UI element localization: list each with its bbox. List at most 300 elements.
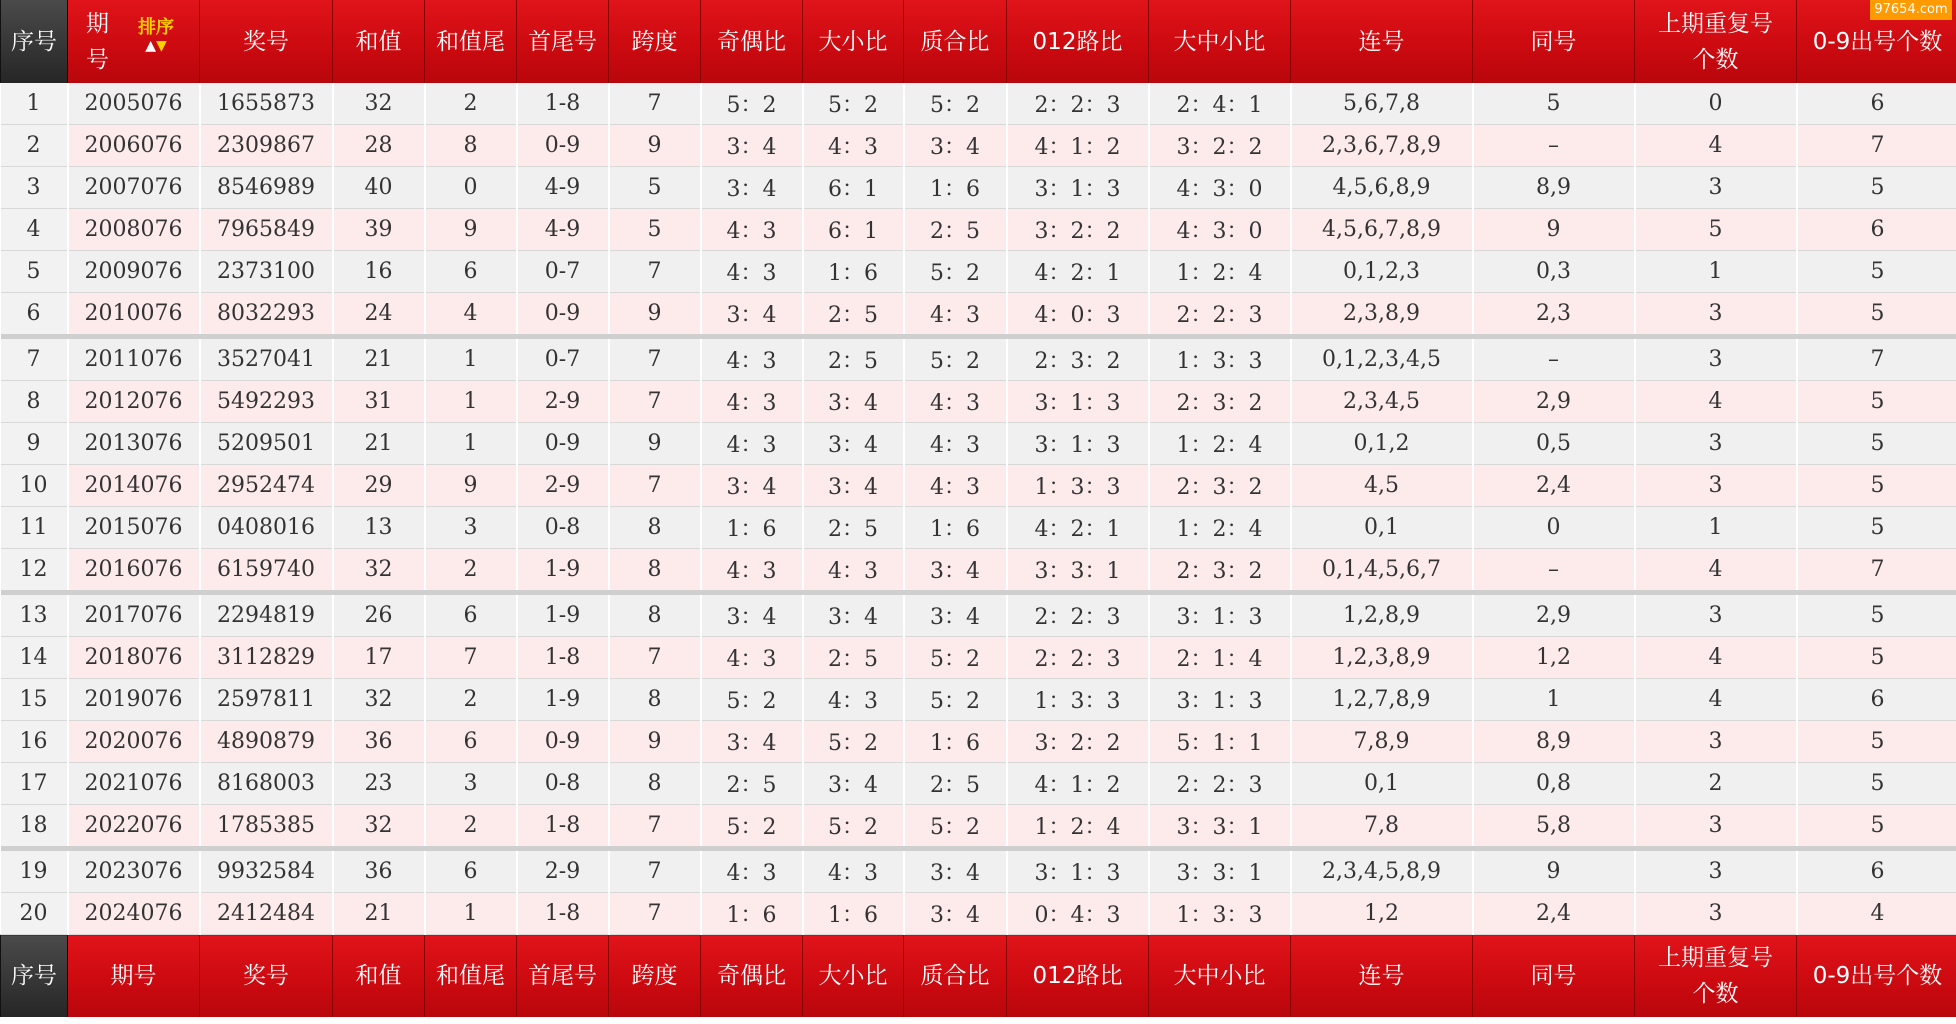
cell-same: 2,9 [1473, 381, 1635, 423]
cell-period: 2006076 [68, 125, 200, 167]
cell-same: – [1473, 549, 1635, 593]
cell-period: 2008076 [68, 209, 200, 251]
cell-bms: 1：2：4 [1149, 507, 1291, 549]
cell-consecutive: 1,2,7,8,9 [1291, 679, 1473, 721]
cell-idx: 2 [1, 125, 68, 167]
header-same: 同号 [1473, 0, 1635, 83]
cell-span: 9 [609, 125, 701, 167]
cell-number: 7965849 [200, 209, 333, 251]
cell-consecutive: 0,1,2,3,4,5 [1291, 337, 1473, 381]
cell-consecutive: 2,3,4,5 [1291, 381, 1473, 423]
cell-repeat: 4 [1635, 381, 1797, 423]
cell-sum-tail: 2 [425, 549, 517, 593]
cell-period: 2021076 [68, 763, 200, 805]
cell-consecutive: 2,3,6,7,8,9 [1291, 125, 1473, 167]
cell-span: 8 [609, 763, 701, 805]
cell-odd-even: 1：6 [701, 507, 803, 549]
cell-count09: 5 [1797, 507, 1956, 549]
cell-count09: 5 [1797, 763, 1956, 805]
cell-sum: 32 [333, 679, 425, 721]
footer-odd-even: 奇偶比 [701, 935, 803, 1017]
cell-period: 2011076 [68, 337, 200, 381]
cell-number: 5492293 [200, 381, 333, 423]
cell-road012: 4：2：1 [1007, 507, 1149, 549]
cell-idx: 12 [1, 549, 68, 593]
sort-label: 排序 [138, 17, 174, 38]
cell-odd-even: 4：3 [701, 251, 803, 293]
watermark-logo: 97654.com [1870, 0, 1952, 20]
cell-road012: 2：2：3 [1007, 637, 1149, 679]
cell-prime-comp: 2：5 [904, 209, 1007, 251]
cell-same: 0,3 [1473, 251, 1635, 293]
cell-repeat: 4 [1635, 679, 1797, 721]
header-period-label: 期 号 [86, 11, 109, 73]
cell-big-small: 3：4 [803, 423, 904, 465]
cell-road012: 4：2：1 [1007, 251, 1149, 293]
cell-number: 8032293 [200, 293, 333, 337]
cell-odd-even: 4：3 [701, 381, 803, 423]
cell-sum-tail: 6 [425, 721, 517, 763]
cell-span: 7 [609, 381, 701, 423]
cell-consecutive: 0,1 [1291, 507, 1473, 549]
cell-big-small: 6：1 [803, 209, 904, 251]
cell-sum-tail: 3 [425, 763, 517, 805]
footer-prime-composite: 质合比 [904, 935, 1007, 1017]
cell-odd-even: 3：4 [701, 593, 803, 637]
cell-idx: 4 [1, 209, 68, 251]
footer-big-small: 大小比 [803, 935, 904, 1017]
cell-span: 7 [609, 465, 701, 507]
cell-span: 9 [609, 423, 701, 465]
cell-big-small: 3：4 [803, 763, 904, 805]
cell-idx: 7 [1, 337, 68, 381]
cell-bms: 4：3：0 [1149, 167, 1291, 209]
cell-idx: 1 [1, 83, 68, 125]
cell-idx: 20 [1, 893, 68, 935]
cell-sum-tail: 1 [425, 337, 517, 381]
cell-idx: 11 [1, 507, 68, 549]
footer-span: 跨度 [609, 935, 701, 1017]
cell-sum-tail: 2 [425, 679, 517, 721]
table-row [1, 465, 1956, 507]
cell-bms: 2：3：2 [1149, 381, 1291, 423]
cell-span: 8 [609, 549, 701, 593]
cell-prime-comp: 1：6 [904, 721, 1007, 763]
cell-head-tail: 1-8 [517, 893, 609, 935]
cell-period: 2010076 [68, 293, 200, 337]
cell-span: 5 [609, 167, 701, 209]
cell-number: 2412484 [200, 893, 333, 935]
cell-period: 2023076 [68, 849, 200, 893]
header-sum: 和值 [333, 0, 425, 83]
cell-span: 8 [609, 593, 701, 637]
cell-repeat: 1 [1635, 507, 1797, 549]
cell-road012: 3：2：2 [1007, 721, 1149, 763]
cell-odd-even: 4：3 [701, 637, 803, 679]
cell-sum-tail: 9 [425, 209, 517, 251]
cell-odd-even: 3：4 [701, 125, 803, 167]
cell-big-small: 4：3 [803, 849, 904, 893]
cell-span: 7 [609, 251, 701, 293]
cell-count09: 5 [1797, 381, 1956, 423]
cell-prime-comp: 1：6 [904, 507, 1007, 549]
cell-prime-comp: 1：6 [904, 167, 1007, 209]
cell-odd-even: 3：4 [701, 293, 803, 337]
cell-consecutive: 0,1 [1291, 763, 1473, 805]
cell-road012: 3：1：3 [1007, 381, 1149, 423]
cell-odd-even: 4：3 [701, 849, 803, 893]
cell-road012: 1：3：3 [1007, 465, 1149, 507]
cell-odd-even: 5：2 [701, 83, 803, 125]
cell-bms: 3：3：1 [1149, 805, 1291, 849]
cell-consecutive: 2,3,4,5,8,9 [1291, 849, 1473, 893]
cell-number: 2294819 [200, 593, 333, 637]
cell-span: 9 [609, 293, 701, 337]
cell-sum: 28 [333, 125, 425, 167]
header-repeat: 上期重复号 个数 [1635, 0, 1797, 83]
cell-bms: 1：2：4 [1149, 251, 1291, 293]
cell-head-tail: 0-8 [517, 507, 609, 549]
footer-count-0-9: 0-9出号个数 [1797, 935, 1956, 1017]
cell-big-small: 4：3 [803, 549, 904, 593]
table-row [1, 637, 1956, 679]
cell-bms: 2：1：4 [1149, 637, 1291, 679]
cell-count09: 5 [1797, 167, 1956, 209]
table-row [1, 763, 1956, 805]
table-row [1, 381, 1956, 423]
table-row [1, 721, 1956, 763]
cell-repeat: 0 [1635, 83, 1797, 125]
footer-period: 期号 [68, 935, 200, 1017]
cell-road012: 0：4：3 [1007, 893, 1149, 935]
cell-same: – [1473, 337, 1635, 381]
cell-odd-even: 5：2 [701, 805, 803, 849]
cell-span: 7 [609, 637, 701, 679]
cell-idx: 14 [1, 637, 68, 679]
footer-sum: 和值 [333, 935, 425, 1017]
cell-consecutive: 1,2 [1291, 893, 1473, 935]
table-body [1, 83, 1956, 935]
cell-same: 0,5 [1473, 423, 1635, 465]
cell-period: 2015076 [68, 507, 200, 549]
cell-repeat: 4 [1635, 637, 1797, 679]
cell-consecutive: 5,6,7,8 [1291, 83, 1473, 125]
cell-road012: 2：2：3 [1007, 83, 1149, 125]
cell-head-tail: 1-9 [517, 679, 609, 721]
cell-head-tail: 1-8 [517, 805, 609, 849]
cell-head-tail: 0-9 [517, 423, 609, 465]
cell-number: 2597811 [200, 679, 333, 721]
table-row [1, 83, 1956, 125]
cell-number: 2952474 [200, 465, 333, 507]
header-consecutive: 连号 [1291, 0, 1473, 83]
footer-head-tail: 首尾号 [517, 935, 609, 1017]
cell-count09: 7 [1797, 549, 1956, 593]
table-footer [1, 935, 1956, 1017]
cell-big-small: 5：2 [803, 83, 904, 125]
cell-repeat: 3 [1635, 593, 1797, 637]
header-odd-even: 奇偶比 [701, 0, 803, 83]
table-row [1, 593, 1956, 637]
header-big-small: 大小比 [803, 0, 904, 83]
footer-number: 奖号 [200, 935, 333, 1017]
cell-big-small: 3：4 [803, 593, 904, 637]
cell-consecutive: 4,5,6,8,9 [1291, 167, 1473, 209]
cell-period: 2016076 [68, 549, 200, 593]
cell-prime-comp: 5：2 [904, 337, 1007, 381]
cell-span: 9 [609, 721, 701, 763]
cell-number: 1785385 [200, 805, 333, 849]
cell-sum-tail: 1 [425, 381, 517, 423]
cell-count09: 7 [1797, 337, 1956, 381]
cell-idx: 10 [1, 465, 68, 507]
cell-road012: 4：1：2 [1007, 125, 1149, 167]
cell-head-tail: 2-9 [517, 849, 609, 893]
cell-idx: 5 [1, 251, 68, 293]
cell-odd-even: 2：5 [701, 763, 803, 805]
cell-head-tail: 0-9 [517, 293, 609, 337]
cell-sum: 31 [333, 381, 425, 423]
cell-span: 5 [609, 209, 701, 251]
cell-sum-tail: 9 [425, 465, 517, 507]
cell-bms: 1：2：4 [1149, 423, 1291, 465]
cell-bms: 2：2：3 [1149, 293, 1291, 337]
cell-road012: 4：0：3 [1007, 293, 1149, 337]
header-number: 奖号 [200, 0, 333, 83]
cell-prime-comp: 5：2 [904, 805, 1007, 849]
cell-repeat: 3 [1635, 465, 1797, 507]
cell-odd-even: 3：4 [701, 465, 803, 507]
cell-count09: 5 [1797, 465, 1956, 507]
cell-idx: 6 [1, 293, 68, 337]
cell-number: 1655873 [200, 83, 333, 125]
cell-big-small: 2：5 [803, 637, 904, 679]
cell-period: 2019076 [68, 679, 200, 721]
cell-repeat: 1 [1635, 251, 1797, 293]
cell-consecutive: 0,1,2,3 [1291, 251, 1473, 293]
cell-same: 9 [1473, 849, 1635, 893]
cell-head-tail: 2-9 [517, 465, 609, 507]
cell-prime-comp: 4：3 [904, 423, 1007, 465]
cell-sum: 16 [333, 251, 425, 293]
cell-road012: 3：1：3 [1007, 849, 1149, 893]
cell-same: – [1473, 125, 1635, 167]
cell-same: 2,4 [1473, 465, 1635, 507]
cell-prime-comp: 4：3 [904, 293, 1007, 337]
cell-bms: 2：3：2 [1149, 465, 1291, 507]
cell-sum-tail: 7 [425, 637, 517, 679]
cell-big-small: 4：3 [803, 679, 904, 721]
table-row [1, 337, 1956, 381]
cell-repeat: 3 [1635, 893, 1797, 935]
table-row [1, 293, 1956, 337]
cell-consecutive: 4,5 [1291, 465, 1473, 507]
cell-prime-comp: 2：5 [904, 763, 1007, 805]
cell-big-small: 4：3 [803, 125, 904, 167]
cell-same: 1,2 [1473, 637, 1635, 679]
cell-odd-even: 5：2 [701, 679, 803, 721]
header-head-tail: 首尾号 [517, 0, 609, 83]
footer-same: 同号 [1473, 935, 1635, 1017]
cell-bms: 4：3：0 [1149, 209, 1291, 251]
cell-head-tail: 1-9 [517, 549, 609, 593]
cell-sum: 13 [333, 507, 425, 549]
cell-idx: 13 [1, 593, 68, 637]
cell-big-small: 2：5 [803, 293, 904, 337]
cell-period: 2005076 [68, 83, 200, 125]
cell-span: 7 [609, 805, 701, 849]
cell-odd-even: 3：4 [701, 167, 803, 209]
table-header [1, 0, 1956, 83]
cell-repeat: 3 [1635, 167, 1797, 209]
cell-road012: 2：2：3 [1007, 593, 1149, 637]
cell-number: 6159740 [200, 549, 333, 593]
cell-same: 5 [1473, 83, 1635, 125]
cell-period: 2014076 [68, 465, 200, 507]
cell-sum: 39 [333, 209, 425, 251]
sort-button[interactable] [134, 18, 178, 54]
header-span: 跨度 [609, 0, 701, 83]
cell-same: 2,3 [1473, 293, 1635, 337]
cell-count09: 5 [1797, 637, 1956, 679]
cell-odd-even: 4：3 [701, 423, 803, 465]
table-row [1, 125, 1956, 167]
cell-sum: 40 [333, 167, 425, 209]
cell-same: 0,8 [1473, 763, 1635, 805]
cell-span: 8 [609, 679, 701, 721]
cell-sum: 24 [333, 293, 425, 337]
cell-count09: 5 [1797, 593, 1956, 637]
cell-number: 8546989 [200, 167, 333, 209]
cell-big-small: 3：4 [803, 381, 904, 423]
cell-idx: 17 [1, 763, 68, 805]
cell-head-tail: 1-8 [517, 637, 609, 679]
cell-prime-comp: 5：2 [904, 251, 1007, 293]
cell-big-small: 1：6 [803, 893, 904, 935]
cell-span: 7 [609, 849, 701, 893]
cell-prime-comp: 3：4 [904, 549, 1007, 593]
table-row [1, 679, 1956, 721]
sort-arrows-icon: ▲▼ [145, 38, 167, 54]
cell-same: 1 [1473, 679, 1635, 721]
cell-consecutive: 2,3,8,9 [1291, 293, 1473, 337]
cell-consecutive: 7,8,9 [1291, 721, 1473, 763]
cell-road012: 1：3：3 [1007, 679, 1149, 721]
cell-span: 7 [609, 83, 701, 125]
cell-count09: 4 [1797, 893, 1956, 935]
cell-sum: 32 [333, 549, 425, 593]
header-big-mid-small: 大中小比 [1149, 0, 1291, 83]
cell-repeat: 2 [1635, 763, 1797, 805]
cell-count09: 5 [1797, 805, 1956, 849]
cell-same: 5,8 [1473, 805, 1635, 849]
cell-period: 2018076 [68, 637, 200, 679]
cell-road012: 3：1：3 [1007, 423, 1149, 465]
footer-sum-tail: 和值尾 [425, 935, 517, 1017]
cell-road012: 3：1：3 [1007, 167, 1149, 209]
cell-head-tail: 2-9 [517, 381, 609, 423]
cell-odd-even: 4：3 [701, 337, 803, 381]
cell-same: 8,9 [1473, 167, 1635, 209]
cell-idx: 16 [1, 721, 68, 763]
cell-same: 9 [1473, 209, 1635, 251]
cell-head-tail: 1-9 [517, 593, 609, 637]
cell-sum-tail: 0 [425, 167, 517, 209]
cell-bms: 3：1：3 [1149, 593, 1291, 637]
cell-sum-tail: 2 [425, 805, 517, 849]
cell-big-small: 5：2 [803, 805, 904, 849]
cell-number: 0408016 [200, 507, 333, 549]
cell-odd-even: 4：3 [701, 549, 803, 593]
footer-repeat: 上期重复号 个数 [1635, 935, 1797, 1017]
cell-period: 2024076 [68, 893, 200, 935]
cell-road012: 4：1：2 [1007, 763, 1149, 805]
cell-big-small: 6：1 [803, 167, 904, 209]
cell-sum: 36 [333, 849, 425, 893]
cell-number: 5209501 [200, 423, 333, 465]
cell-sum: 21 [333, 337, 425, 381]
cell-idx: 15 [1, 679, 68, 721]
footer-consecutive: 连号 [1291, 935, 1473, 1017]
cell-same: 2,9 [1473, 593, 1635, 637]
cell-consecutive: 1,2,3,8,9 [1291, 637, 1473, 679]
cell-same: 0 [1473, 507, 1635, 549]
cell-sum-tail: 3 [425, 507, 517, 549]
cell-repeat: 3 [1635, 849, 1797, 893]
cell-big-small: 2：5 [803, 337, 904, 381]
header-idx: 序号 [1, 0, 68, 83]
cell-consecutive: 1,2,8,9 [1291, 593, 1473, 637]
cell-sum: 32 [333, 805, 425, 849]
cell-sum-tail: 6 [425, 849, 517, 893]
cell-number: 8168003 [200, 763, 333, 805]
cell-repeat: 5 [1635, 209, 1797, 251]
cell-odd-even: 1：6 [701, 893, 803, 935]
cell-period: 2017076 [68, 593, 200, 637]
cell-bms: 2：3：2 [1149, 549, 1291, 593]
cell-sum-tail: 6 [425, 593, 517, 637]
table-row [1, 549, 1956, 593]
cell-number: 2373100 [200, 251, 333, 293]
header-period [68, 0, 200, 83]
cell-sum: 36 [333, 721, 425, 763]
cell-sum-tail: 1 [425, 893, 517, 935]
cell-count09: 5 [1797, 721, 1956, 763]
cell-bms: 3：2：2 [1149, 125, 1291, 167]
table-row [1, 805, 1956, 849]
cell-sum: 21 [333, 893, 425, 935]
cell-head-tail: 0-7 [517, 251, 609, 293]
cell-idx: 8 [1, 381, 68, 423]
cell-prime-comp: 3：4 [904, 125, 1007, 167]
cell-prime-comp: 4：3 [904, 381, 1007, 423]
cell-count09: 6 [1797, 849, 1956, 893]
cell-consecutive: 0,1,2 [1291, 423, 1473, 465]
cell-repeat: 4 [1635, 549, 1797, 593]
footer-road-012: 012路比 [1007, 935, 1149, 1017]
cell-prime-comp: 5：2 [904, 83, 1007, 125]
cell-head-tail: 0-9 [517, 721, 609, 763]
cell-idx: 18 [1, 805, 68, 849]
cell-road012: 2：3：2 [1007, 337, 1149, 381]
cell-head-tail: 0-9 [517, 125, 609, 167]
cell-period: 2007076 [68, 167, 200, 209]
cell-prime-comp: 3：4 [904, 893, 1007, 935]
cell-number: 3527041 [200, 337, 333, 381]
cell-bms: 5：1：1 [1149, 721, 1291, 763]
cell-head-tail: 1-8 [517, 83, 609, 125]
cell-number: 4890879 [200, 721, 333, 763]
